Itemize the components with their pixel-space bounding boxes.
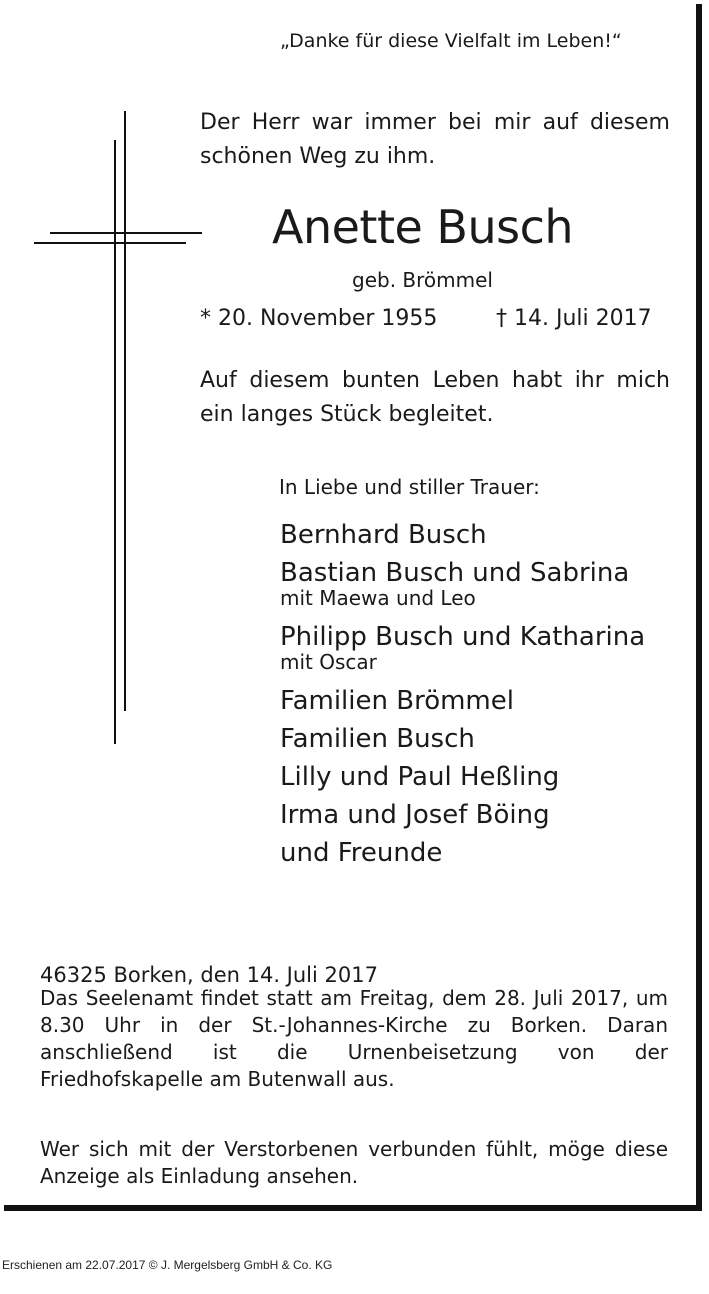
death-date: † 14. Juli 2017 [496,306,652,331]
mourner-name: Philipp Busch und Katharina [280,622,646,652]
mourners-list [280,516,645,872]
birth-date: * 20. November 1955 [200,306,438,331]
mourner-name: Familien Brömmel [280,686,514,716]
mourner-sub: mit Maewa und Leo [280,586,476,610]
service-text: Das Seelenamt findet statt am Freitag, dem 28. Juli 2017, um 8.30 Uhr in der St.-Johannes-Kirche zu Borken. Daran anschließend ist die Urnenbeisetzung von der Friedhofskapelle am Butenwall aus. [40,986,668,1091]
footer-credit: Erschienen am 22.07.2017 © J. Mergelsberg GmbH & Co. KG [2,1258,333,1272]
mourner-name: Bernhard Busch [280,520,487,550]
birth-name: geb. Brömmel [352,268,493,292]
verse-mid: Auf diesem bunten Leben habt ihr mich ein langes Stück begleitet. [200,368,670,427]
mourner-name: und Freunde [280,838,443,868]
mourner-name: Bastian Busch und Sabrina [280,558,630,588]
place-date: 46325 Borken, den 14. Juli 2017 [40,963,378,987]
mourning-intro: In Liebe und stiller Trauer: [279,475,540,499]
mourner-name: Lilly und Paul Heßling [280,762,560,792]
deceased-name: Anette Busch [272,200,574,254]
verse-top: Der Herr war immer bei mir auf diesem schönen Weg zu ihm. [200,110,670,169]
mourner-name: Irma und Josef Böing [280,800,550,830]
mourner-name: Familien Busch [280,724,475,754]
mourner-sub: mit Oscar [280,650,377,674]
invitation-text: Wer sich mit der Verstorbenen verbunden fühlt, möge diese Anzeige als Einladung ansehen. [40,1137,668,1188]
motto-quote: „Danke für diese Vielfalt im Leben!“ [280,30,622,52]
